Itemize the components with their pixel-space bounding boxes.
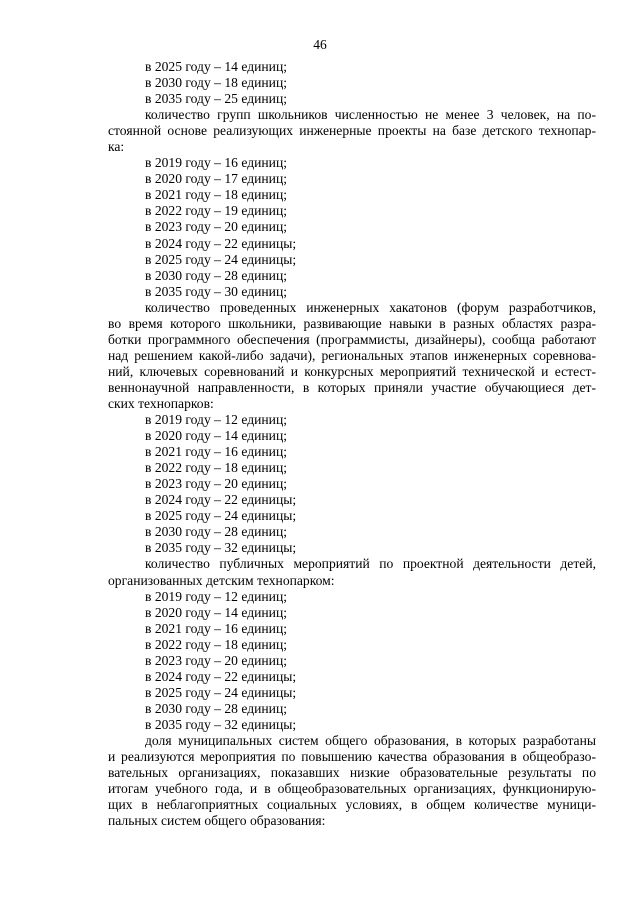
paragraph-line: щих в неблагоприятных социальных условиях, в общем количестве муници-: [108, 797, 596, 813]
list-item: в 2020 году – 14 единиц;: [145, 428, 287, 444]
paragraph-line: ка:: [108, 139, 125, 155]
list-item: в 2024 году – 22 единицы;: [145, 492, 297, 508]
list-item: в 2023 году – 20 единиц;: [145, 219, 287, 235]
paragraph-line: количество проведенных инженерных хакатонов (форум разработчиков,: [145, 299, 596, 315]
paragraph-line: вательных организациях, показавших низкие образовательные результаты по: [108, 765, 596, 781]
paragraph-line: доля муниципальных систем общего образования, в которых разработаны: [145, 732, 596, 748]
list-item: в 2022 году – 18 единиц;: [145, 636, 287, 652]
list-item: в 2022 году – 18 единиц;: [145, 460, 287, 476]
list-item: в 2025 году – 24 единицы;: [145, 684, 297, 700]
paragraph-line: и реализуются мероприятия по повышению качества образования в общеобразо-: [108, 749, 596, 765]
document-body: [108, 59, 596, 829]
list-item: в 2019 году – 12 единиц;: [145, 412, 287, 428]
paragraph-line: во время которого школьники, развивающие навыки в разных областях разра-: [108, 315, 596, 331]
paragraph: [108, 107, 596, 155]
list-item: в 2025 году – 24 единицы;: [145, 508, 297, 524]
list-item: в 2025 году – 14 единиц;: [145, 59, 287, 74]
page-number: 46: [313, 37, 327, 52]
paragraph: [108, 733, 596, 829]
list-item: в 2020 году – 14 единиц;: [145, 604, 287, 620]
paragraph-line: пальных систем общего образования:: [108, 813, 326, 829]
paragraph-line: ний, ключевых соревнований и конкурсных мероприятий технической и естест-: [108, 363, 596, 379]
paragraph-line: ских технопарков:: [108, 395, 214, 411]
list-item: в 2019 году – 16 единиц;: [145, 155, 287, 171]
paragraph: [108, 300, 596, 412]
list-item: в 2024 году – 22 единицы;: [145, 668, 297, 684]
list-item: в 2021 году – 16 единиц;: [145, 620, 287, 636]
list-item: в 2035 году – 32 единицы;: [145, 716, 297, 732]
paragraph-line: количество публичных мероприятий по проектной деятельности детей,: [145, 556, 596, 572]
paragraph-line: ботки программного обеспечения (программисты, дизайнеры), сообща работают: [108, 331, 596, 347]
list-item: в 2020 году – 17 единиц;: [145, 171, 287, 187]
list-item: в 2023 году – 20 единиц;: [145, 476, 287, 492]
paragraph: [108, 556, 596, 588]
list-item: в 2035 году – 25 единиц;: [145, 91, 287, 107]
paragraph-line: стоянной основе реализующих инженерные проекты на базе детского технопар-: [108, 123, 596, 139]
list-item: в 2030 году – 28 единиц;: [145, 267, 287, 283]
list-item: в 2024 году – 22 единицы;: [145, 235, 297, 251]
paragraph-line: над решением какой-либо задачи), региональных этапов инженерных соревнова-: [108, 347, 596, 363]
list-item: в 2030 году – 28 единиц;: [145, 524, 287, 540]
list-item: в 2035 году – 30 единиц;: [145, 283, 287, 299]
list-item: в 2019 году – 12 единиц;: [145, 588, 287, 604]
list-item: в 2035 году – 32 единицы;: [145, 540, 297, 556]
paragraph-line: итогам учебного года, и в общеобразовательных организациях, функционирую-: [108, 781, 596, 797]
paragraph-line: веннонаучной направленности, в которых приняли участие обучающиеся дет-: [108, 379, 596, 395]
list-item: в 2023 году – 20 единиц;: [145, 652, 287, 668]
list-item: в 2022 году – 19 единиц;: [145, 203, 287, 219]
list-item: в 2030 году – 28 единиц;: [145, 700, 287, 716]
list-item: в 2021 году – 18 единиц;: [145, 187, 287, 203]
list-item: в 2021 году – 16 единиц;: [145, 444, 287, 460]
paragraph-line: организованных детским технопарком:: [108, 572, 335, 588]
paragraph-line: количество групп школьников численностью не менее 3 человек, на по-: [145, 107, 596, 123]
list-item: в 2025 году – 24 единицы;: [145, 251, 297, 267]
list-item: в 2030 году – 18 единиц;: [145, 75, 287, 91]
